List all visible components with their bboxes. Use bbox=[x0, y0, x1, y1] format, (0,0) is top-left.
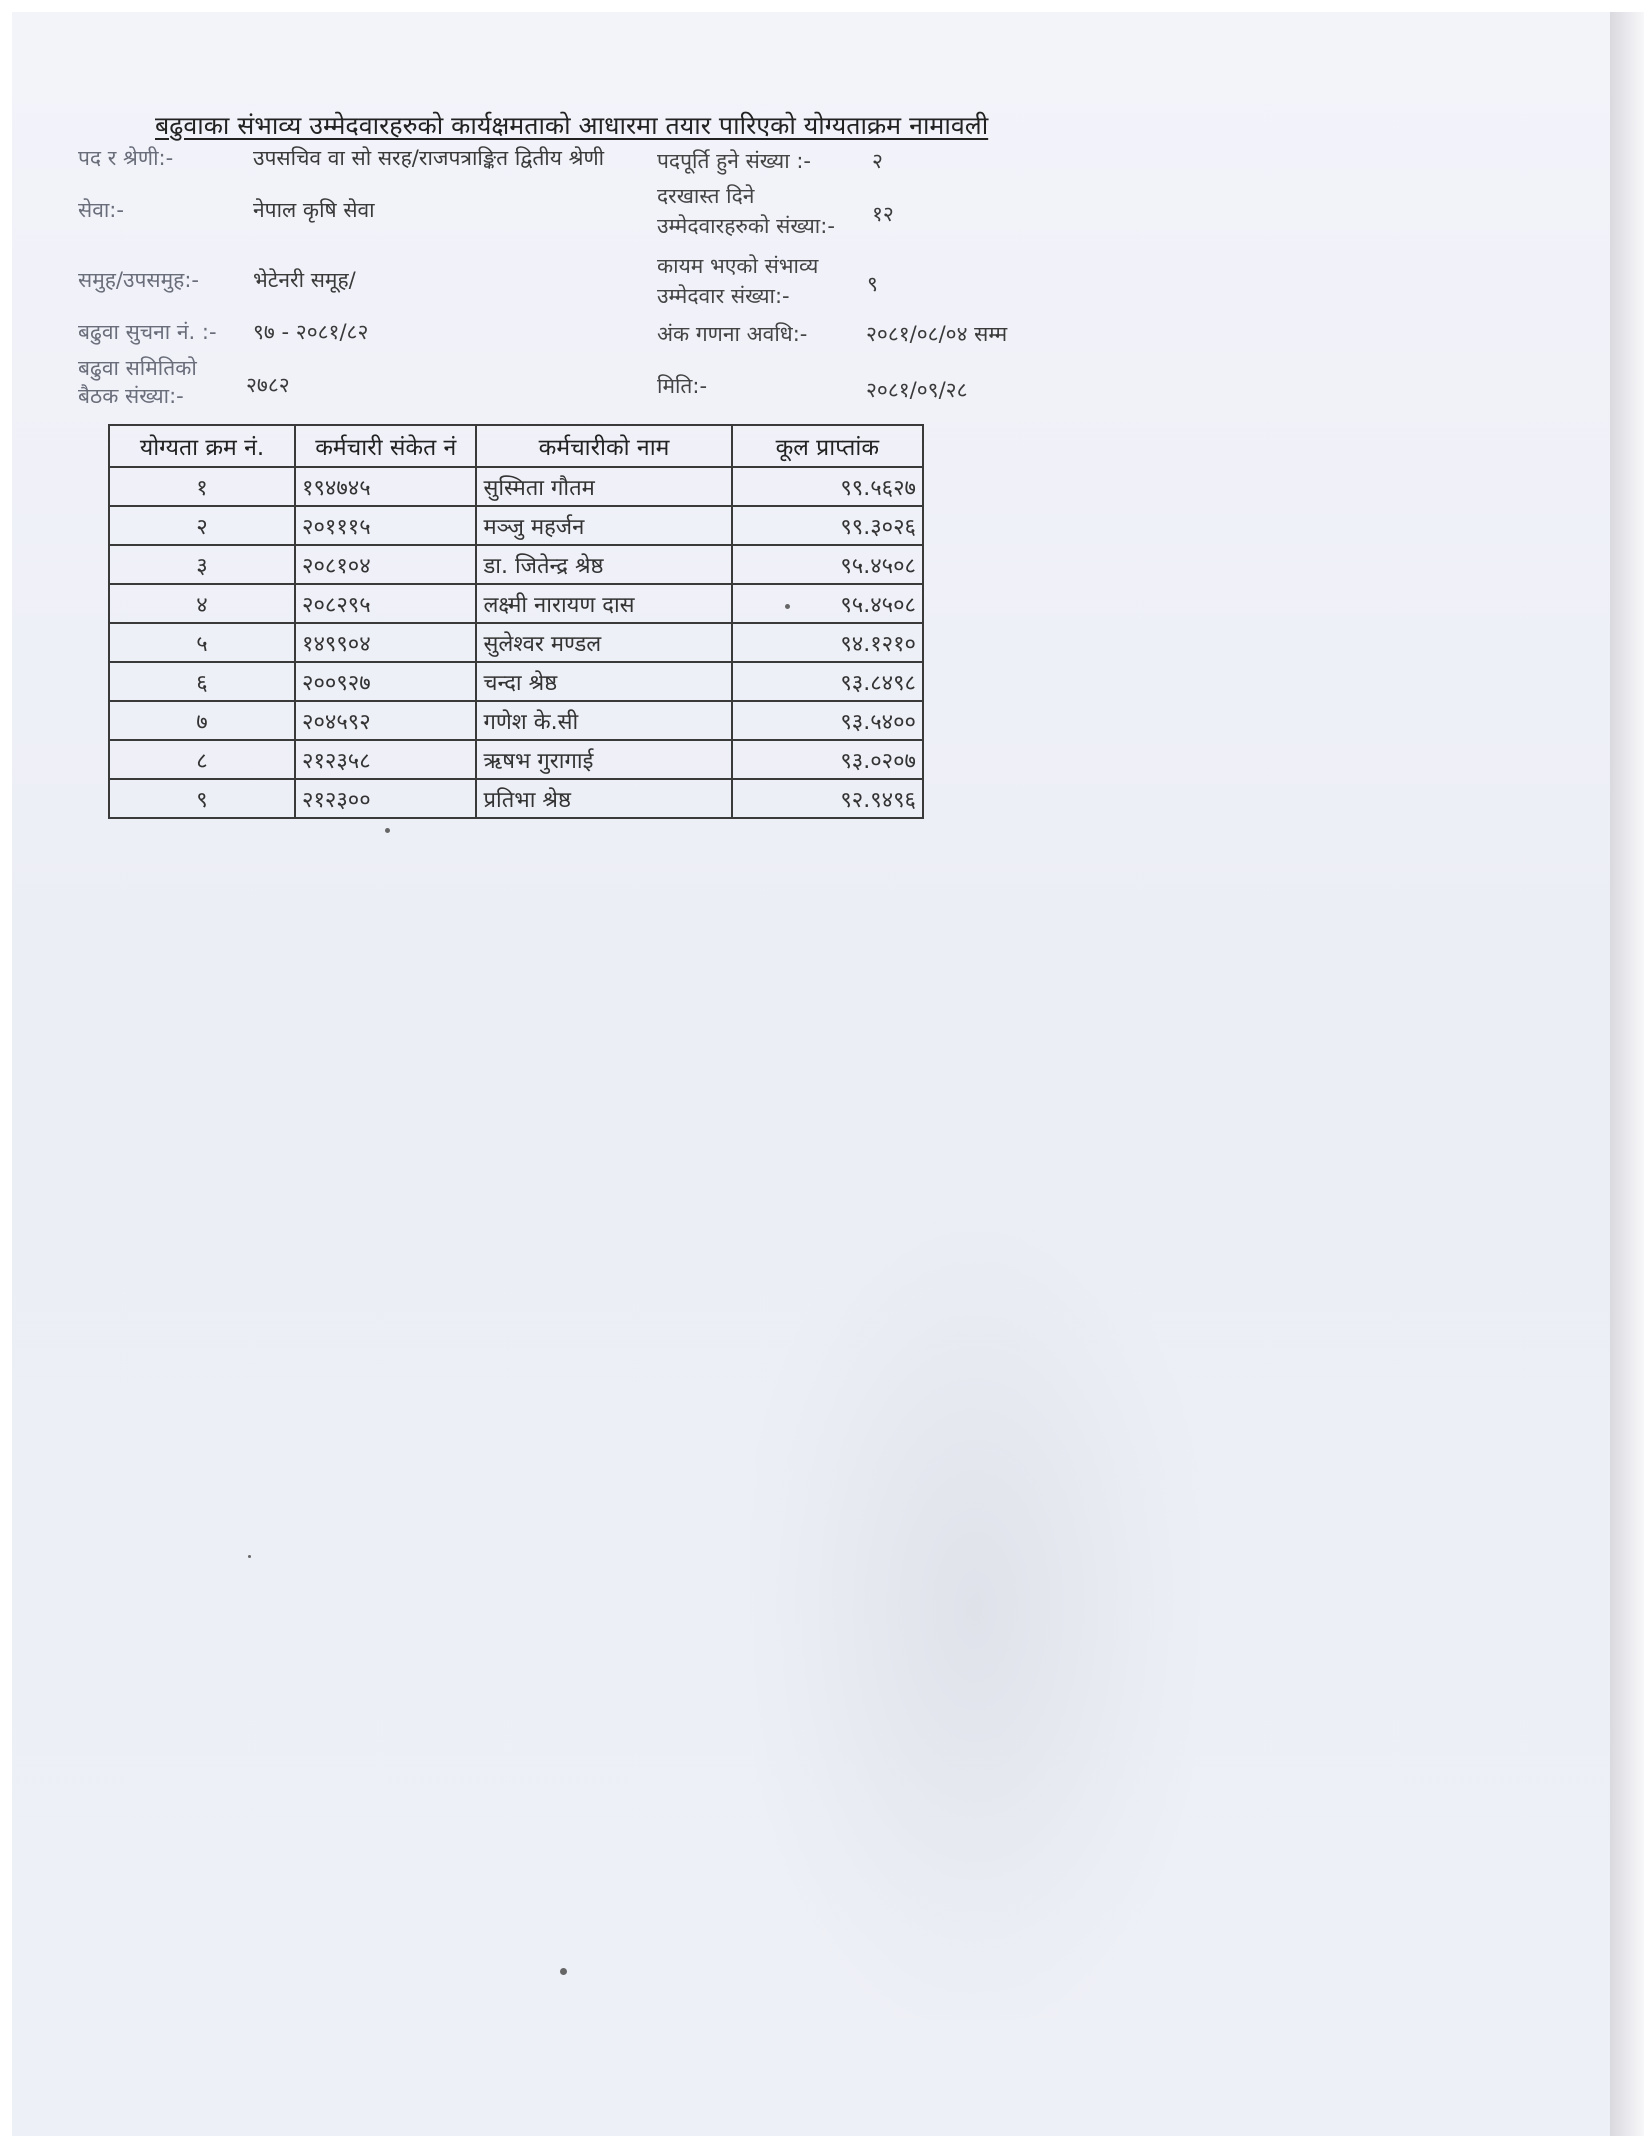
page-edge-shadow bbox=[1610, 12, 1644, 2136]
meeting-value: २७८२ bbox=[246, 373, 290, 397]
scan-speck bbox=[785, 604, 790, 609]
scan-speck bbox=[248, 1555, 251, 1558]
group-label: समुह/उपसमुह:- bbox=[78, 268, 199, 292]
score-cell: ९४.१२१० bbox=[732, 623, 923, 662]
header-total-score: कूल प्राप्तांक bbox=[732, 425, 923, 467]
code-cell: २०१११५ bbox=[295, 506, 476, 545]
name-cell: सुस्मिता गौतम bbox=[476, 467, 731, 506]
scan-speck bbox=[385, 828, 390, 833]
header-employee-name: कर्मचारीको नाम bbox=[476, 425, 731, 467]
table-row bbox=[109, 779, 923, 818]
code-cell: १४९९०४ bbox=[295, 623, 476, 662]
code-cell: २०८१०४ bbox=[295, 545, 476, 584]
score-cell: ९३.५४०० bbox=[732, 701, 923, 740]
header-rank: योग्यता क्रम नं. bbox=[109, 425, 295, 467]
notice-value: ९७ - २०८१/८२ bbox=[253, 320, 369, 344]
table-row bbox=[109, 506, 923, 545]
score-cell: ९५.४५०८ bbox=[732, 545, 923, 584]
applicants-label-line1: दरखास्त दिने bbox=[657, 184, 755, 208]
group-value: भेटेनरी समूह/ bbox=[253, 268, 356, 292]
date-value: २०८१/०९/२८ bbox=[866, 378, 968, 402]
name-cell: डा. जितेन्द्र श्रेष्ठ bbox=[476, 545, 731, 584]
name-cell: लक्ष्मी नारायण दास bbox=[476, 584, 731, 623]
code-cell: २१२३०० bbox=[295, 779, 476, 818]
name-cell: चन्दा श्रेष्ठ bbox=[476, 662, 731, 701]
name-cell: मञ्जु महर्जन bbox=[476, 506, 731, 545]
vacancy-value: २ bbox=[872, 149, 883, 173]
date-label: मिति:- bbox=[657, 374, 708, 398]
code-cell: १९४७४५ bbox=[295, 467, 476, 506]
period-label: अंक गणना अवधि:- bbox=[657, 322, 808, 346]
rank-cell: ९ bbox=[109, 779, 295, 818]
post-value: उपसचिव वा सो सरह/राजपत्राङ्कित द्वितीय श्रेणी bbox=[253, 146, 605, 170]
name-cell: ऋषभ गुरागाई bbox=[476, 740, 731, 779]
rank-cell: ३ bbox=[109, 545, 295, 584]
eligible-label-line1: कायम भएको संभाव्य bbox=[657, 254, 819, 278]
eligible-value: ९ bbox=[867, 272, 878, 296]
code-cell: २००९२७ bbox=[295, 662, 476, 701]
table-row bbox=[109, 467, 923, 506]
code-cell: २०८२९५ bbox=[295, 584, 476, 623]
table-row bbox=[109, 545, 923, 584]
table-row bbox=[109, 623, 923, 662]
applicants-label-line2: उम्मेदवारहरुको संख्या:- bbox=[657, 214, 835, 238]
table-row bbox=[109, 662, 923, 701]
score-cell: ९३.८४९८ bbox=[732, 662, 923, 701]
score-cell: ९५.४५०८ bbox=[732, 584, 923, 623]
table-row bbox=[109, 701, 923, 740]
score-cell: ९९.३०२६ bbox=[732, 506, 923, 545]
score-cell: ९९.५६२७ bbox=[732, 467, 923, 506]
post-label: पद र श्रेणी:- bbox=[78, 146, 174, 170]
meeting-label-line1: बढुवा समितिको bbox=[78, 356, 197, 380]
rank-cell: ६ bbox=[109, 662, 295, 701]
score-cell: ९२.९४९६ bbox=[732, 779, 923, 818]
name-cell: सुलेश्वर मण्डल bbox=[476, 623, 731, 662]
eligible-label-line2: उम्मेदवार संख्या:- bbox=[657, 284, 790, 308]
notice-label: बढुवा सुचना नं. :- bbox=[78, 320, 217, 344]
code-cell: २०४५९२ bbox=[295, 701, 476, 740]
document-title: बढुवाका संभाव्य उम्मेदवारहरुको कार्यक्षमताको आधारमा तयार पारिएको योग्यताक्रम नामावली bbox=[155, 111, 989, 140]
scan-speck bbox=[560, 1968, 567, 1975]
meeting-label-line2: बैठक संख्या:- bbox=[78, 384, 184, 408]
code-cell: २१२३५८ bbox=[295, 740, 476, 779]
table-header-row bbox=[109, 425, 923, 467]
rank-cell: ८ bbox=[109, 740, 295, 779]
rank-cell: ७ bbox=[109, 701, 295, 740]
name-cell: गणेश के.सी bbox=[476, 701, 731, 740]
bleed-through-shadow bbox=[750, 1200, 1200, 2020]
merit-list-table bbox=[108, 424, 924, 819]
vacancy-label: पदपूर्ति हुने संख्या :- bbox=[657, 149, 812, 173]
score-cell: ९३.०२०७ bbox=[732, 740, 923, 779]
period-value: २०८१/०८/०४ सम्म bbox=[866, 322, 1008, 346]
header-employee-code: कर्मचारी संकेत नं bbox=[295, 425, 476, 467]
rank-cell: १ bbox=[109, 467, 295, 506]
service-label: सेवा:- bbox=[78, 198, 124, 222]
applicants-value: १२ bbox=[872, 202, 894, 226]
rank-cell: ५ bbox=[109, 623, 295, 662]
table-row bbox=[109, 740, 923, 779]
service-value: नेपाल कृषि सेवा bbox=[253, 198, 375, 222]
table-row bbox=[109, 584, 923, 623]
name-cell: प्रतिभा श्रेष्ठ bbox=[476, 779, 731, 818]
rank-cell: ४ bbox=[109, 584, 295, 623]
rank-cell: २ bbox=[109, 506, 295, 545]
